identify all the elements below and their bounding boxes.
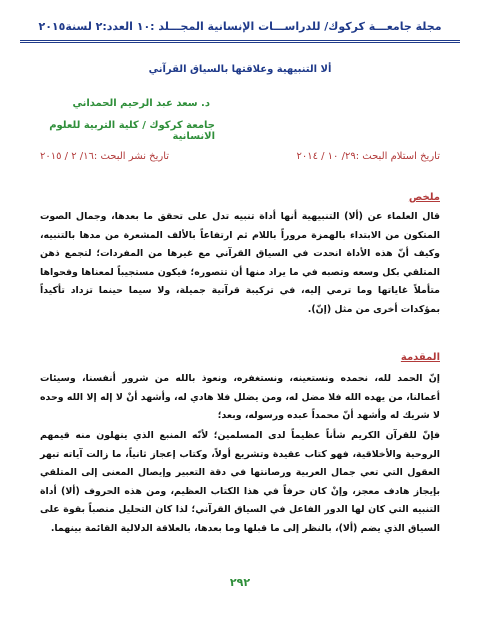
intro-heading: المقدمة [400,352,440,363]
abstract-text: قال العلماء عن (ألا) التنبيهية أنها أداة تنبيه تدل على تحقق ما بعدها، وجمال الصوت المتكون من الابتداء بالهمزة مروراً باللام ثم ارتفاعاً بالألف المشعرة من مدها بالتنبيه، وكيف أنّ هذه الأداة انحدت في السياق القرآني مع غيرها من المفردات؛ لتجمع ذهن المتلقي بكل وسعه وتصبه في ما يراد منها أن تتصوره؛ فيكون مستجيباً لمعناها وفحواها متأملاً غاياتها وما ترمي إليه، في تركيبة قرآنية جميلة، ولا سيما حينما تزداد تأكيداً بمؤكدات أخرى من مثل (إنّ). [40,211,440,315]
published-date: تاريخ نشر البحث :١٦/ ٢ / ٢٠١٥ [40,151,170,162]
intro-paragraph-2: فإنّ للقرآن الكريم شأناً عظيماً لدى المسلمين؛ لأنّه المنبع الذي ينهلون منه قيمهم الروحية والأخلاقية، فهو كتاب عقيدة وتشريع أولاً، وكتاب إعجاز ثانياً، ما زالت آياته تبهر العقول التي تعي جمال العربية ورصانتها في دقة التعبير وإيصال المعنى إلى المتلقي بإيجاز هادف معجز، وإنْ كان حرفاً في هذا الكتاب العظيم، ومن هذه الحروف (ألا) أداة التنبيه التي كان لها الدور الفاعل في السياق القرآني؛ لذا كان التحليل منصباً بقوة على السياق الذي يضم (ألا)، بالنظر إلى ما قبلها وما بعدها، بالعلاقة الدلالية القائمة بينهما. [40,430,440,534]
intro-paragraph-1: إنّ الحمد لله، نحمده ونستعينه، ونستغفره، ونعوذ بالله من شرور أنفسنا، وسيئات أعمالنا، من يهده الله فلا مضل له، ومن يضلل فلا هادي له، وأشهد أنْ لا إله إلا الله وحده لا شريك له وأشهد أنّ محمداً عبده ورسوله، وبعد؛ [40,373,440,421]
received-date: تاريخ استلام البحث :٢٩/ ١٠ / ٢٠١٤ [296,151,440,162]
article-dates [40,151,440,162]
article-title: ألا التنبيهية وعلاقتها بالسياق القرآني [148,64,332,75]
header-divider [20,40,460,43]
page-number: ٢٩٢ [229,576,251,589]
author-affiliation: جامعة كركوك / كلية التربية للعلوم الانسانية [49,120,215,142]
journal-header: مجلة جامعـــة كركوك/ للدراســـات الإنسانية المجـــلد :١٠ العدد:٢ لسنة٢٠١٥ [38,20,442,33]
abstract-heading: ملخص [408,192,440,203]
author-name: د. سعد عبد الرحيم الحمداني [72,98,210,109]
